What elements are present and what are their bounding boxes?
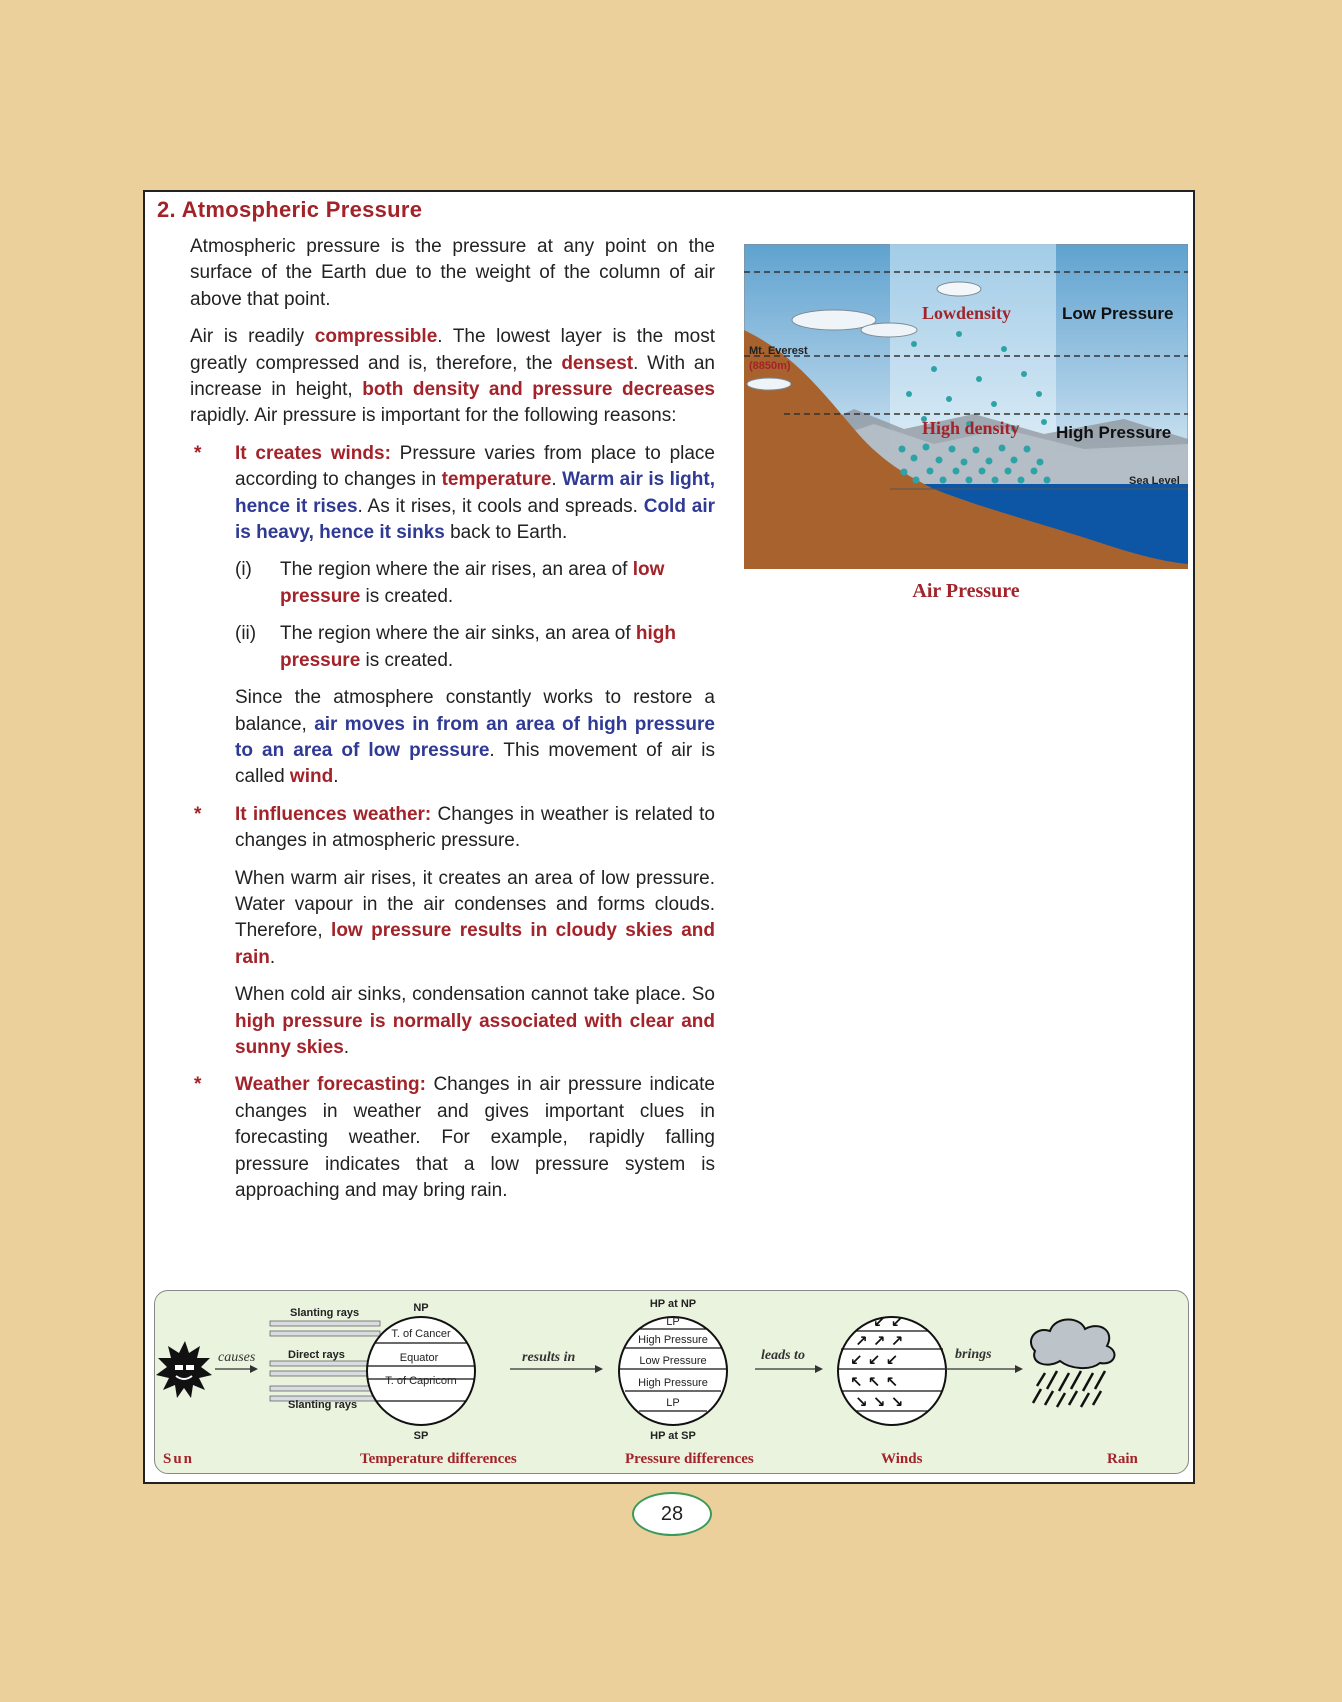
svg-text:T. of Capricorn: T. of Capricorn bbox=[385, 1375, 457, 1387]
section-title bbox=[157, 197, 422, 223]
wind-paragraph: Since the atmosphere constantly works to restore a balance, air moves in from an area of high pressure to an area of low pressure. This movement of air is called wind. bbox=[235, 687, 716, 788]
everest-label: Mt. Everest bbox=[749, 345, 808, 357]
low-pressure-paragraph: When warm air rises, it creates an area of low pressure. Water vapour in the air condenses and forms clouds. Therefore, low pressure results in cloudy skies and rain. bbox=[235, 867, 716, 968]
svg-text:Direct rays: Direct rays bbox=[288, 1349, 345, 1361]
bullet-creates-winds: * It creates winds: Pressure varies from place to place according to changes in temperature. Warm air is light, hence it rises. As it rises, it cools and spreads. Cold air is heavy, hence it sinks back to Earth. bbox=[194, 442, 715, 544]
flow-svg bbox=[155, 1291, 1190, 1475]
sea-level-label: Sea Level bbox=[1129, 475, 1180, 487]
svg-text:HP at NP: HP at NP bbox=[649, 1298, 697, 1310]
high-density-label: High density bbox=[922, 418, 1020, 438]
bullet-star: * bbox=[194, 442, 202, 464]
svg-text:↗ ↗ ↗: ↗ ↗ ↗ bbox=[855, 1332, 904, 1350]
high-pressure-label: High Pressure bbox=[1056, 423, 1172, 442]
compressibility-paragraph: Air is readily compressible. The lowest layer is the most greatly compressed and is, therefore, the densest. With an increase in height, both density and pressure decreases rapidly. Air pressure is important for the following reasons: bbox=[190, 326, 715, 427]
svg-text:High Pressure: High Pressure bbox=[638, 1377, 708, 1389]
page-number: 28 bbox=[632, 1492, 712, 1536]
everest-height-label: (8850m) bbox=[749, 360, 791, 372]
section-number: 2. bbox=[157, 197, 176, 222]
sub-item-high-pressure: (ii) The region where the air sinks, an area of high pressure is created. bbox=[235, 623, 677, 671]
bullet-heading: It influences weather: bbox=[235, 803, 432, 825]
svg-text:↙ ↙ ↙: ↙ ↙ ↙ bbox=[850, 1351, 899, 1369]
svg-text:High Pressure: High Pressure bbox=[638, 1334, 708, 1346]
bullet-weather-forecasting: * Weather forecasting: Changes in air pressure indicate changes in weather and gives important clues in forecasting weather. For example, rapidly falling pressure indicates that a low pressure system is approaching and may bring rain. bbox=[194, 1074, 715, 1201]
arrow-icon bbox=[815, 1365, 823, 1373]
low-pressure-label: Low Pressure bbox=[1062, 304, 1174, 323]
arrow-icon bbox=[250, 1365, 258, 1373]
svg-text:Slanting rays: Slanting rays bbox=[290, 1307, 360, 1319]
winds-label: Winds bbox=[881, 1451, 923, 1467]
causes-label: causes bbox=[218, 1350, 256, 1365]
figure-caption: Air Pressure bbox=[912, 580, 1020, 602]
pressure-differences-label: Pressure differences bbox=[625, 1451, 754, 1467]
main-text-column bbox=[190, 234, 715, 1215]
arrow-icon bbox=[1015, 1365, 1023, 1373]
bullet-heading: Weather forecasting: bbox=[235, 1074, 426, 1096]
bullet-star: * bbox=[194, 1074, 202, 1096]
results-in-label: results in bbox=[522, 1350, 576, 1365]
section-heading: Atmospheric Pressure bbox=[181, 197, 423, 222]
process-flow-diagram bbox=[154, 1290, 1189, 1474]
svg-text:Equator: Equator bbox=[399, 1352, 439, 1364]
intro-paragraph: Atmospheric pressure is the pressure at any point on the surface of the Earth due to the weight of the column of air above that point. bbox=[190, 236, 715, 310]
sun-icon bbox=[156, 1341, 212, 1398]
low-density-label: Lowdensity bbox=[922, 303, 1012, 323]
svg-text:LP: LP bbox=[666, 1397, 680, 1409]
svg-text:NP: NP bbox=[413, 1302, 429, 1314]
svg-text:T. of Cancer: T. of Cancer bbox=[391, 1328, 451, 1340]
svg-text:Low Pressure: Low Pressure bbox=[639, 1355, 707, 1367]
rain-cloud-icon bbox=[1031, 1319, 1114, 1407]
svg-text:HP at SP: HP at SP bbox=[650, 1430, 696, 1442]
sun-label: Sun bbox=[163, 1451, 195, 1467]
arrow-icon bbox=[595, 1365, 603, 1373]
svg-text:↘ ↘ ↘: ↘ ↘ ↘ bbox=[855, 1393, 904, 1411]
svg-text:LP: LP bbox=[666, 1316, 680, 1328]
brings-label: brings bbox=[955, 1347, 992, 1362]
rain-label: Rain bbox=[1107, 1451, 1138, 1467]
svg-text:Slanting rays: Slanting rays bbox=[288, 1399, 358, 1411]
temperature-differences-label: Temperature differences bbox=[360, 1451, 517, 1467]
svg-text:↖ ↖ ↖: ↖ ↖ ↖ bbox=[850, 1373, 899, 1391]
high-pressure-paragraph: When cold air sinks, condensation cannot take place. So high pressure is normally associated with clear and sunny skies. bbox=[235, 984, 715, 1058]
sub-item-low-pressure: (i) The region where the air rises, an area of low pressure is created. bbox=[235, 559, 665, 607]
svg-text:SP: SP bbox=[413, 1430, 429, 1442]
air-pressure-figure bbox=[744, 244, 1188, 569]
winds-globe bbox=[838, 1313, 946, 1425]
leads-to-label: leads to bbox=[761, 1348, 805, 1363]
bullet-heading: It creates winds: bbox=[235, 442, 391, 464]
svg-text:↙ ↙: ↙ ↙ bbox=[873, 1313, 904, 1331]
bullet-star: * bbox=[194, 803, 202, 825]
bullet-influences-weather: * It influences weather: Changes in weather is related to changes in atmospheric pressure. When warm air rises, it creates an area of low pressure. Water vapour in the air condenses and forms clouds. Therefore, low pressure results in cloudy skies and rain. When cold air sinks, condensation cannot take place. So high pressure is normally associated with clear and sunny skies. bbox=[190, 802, 715, 1062]
